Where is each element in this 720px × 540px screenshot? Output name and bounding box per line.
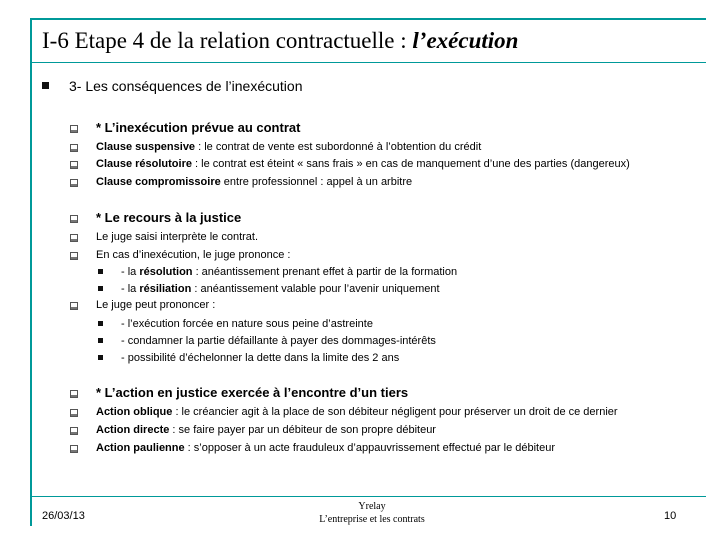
checkbox-bullet-icon <box>70 252 78 260</box>
definition: : anéantissement valable pour l’avenir uniquement <box>191 283 440 295</box>
definition: entre professionnel : appel à un arbitre <box>220 176 413 188</box>
slide-title-emphasis: l’exécution <box>412 28 519 53</box>
footer-rule <box>30 496 706 497</box>
term: résolution <box>139 266 193 278</box>
square-bullet-icon <box>98 269 103 274</box>
frame-left-rule <box>30 18 32 526</box>
block3-item <box>96 405 618 419</box>
page-number: 10 <box>664 510 677 522</box>
checkbox-bullet-icon <box>70 179 78 187</box>
sub-item <box>98 334 436 348</box>
sub-item <box>98 265 457 279</box>
section-heading <box>42 78 303 94</box>
definition: : le contrat est éteint « sans frais » en cas de manquement d’une des parties (dangereux) <box>191 158 630 170</box>
checkbox-bullet-icon <box>70 409 78 417</box>
term: Clause compromissoire <box>96 176 221 188</box>
footer-date: 26/03/13 <box>42 510 85 522</box>
footer-course: L’entreprise et les contrats <box>319 514 425 525</box>
square-bullet-icon <box>98 338 103 343</box>
sub-item <box>98 317 373 331</box>
footer-center <box>300 500 444 526</box>
sub-prefix: - la <box>121 266 140 278</box>
block1-heading: * L’inexécution prévue au contrat <box>96 120 301 135</box>
checkbox-bullet-icon <box>70 215 78 223</box>
checkbox-bullet-icon <box>70 125 78 133</box>
term: Action directe <box>96 424 170 436</box>
block1-item <box>96 175 412 189</box>
block2-line: Le juge peut prononcer : <box>96 299 216 311</box>
checkbox-bullet-icon <box>70 427 78 435</box>
term: Clause résolutoire <box>96 158 192 170</box>
sub-item <box>98 351 399 365</box>
checkbox-bullet-icon <box>70 390 78 398</box>
term: résiliation <box>139 283 192 295</box>
checkbox-bullet-icon <box>70 161 78 169</box>
sub-text: - possibilité d’échelonner la dette dans la limite des 2 ans <box>121 352 400 364</box>
block1-item <box>96 157 630 171</box>
term: Clause suspensive <box>96 141 196 153</box>
definition: : s’opposer à un acte frauduleux d’appauvrissement effectué par le débiteur <box>184 442 555 454</box>
checkbox-bullet-icon <box>70 234 78 242</box>
definition: : le créancier agit à la place de son débiteur négligent pour préserver un droit de ce dernier <box>172 406 618 418</box>
block2-line: En cas d’inexécution, le juge prononce : <box>96 249 291 261</box>
sub-text: - l’exécution forcée en nature sous peine d’astreinte <box>121 318 373 330</box>
block3-item <box>96 423 436 437</box>
checkbox-bullet-icon <box>70 144 78 152</box>
block2-heading: * Le recours à la justice <box>96 210 242 225</box>
block3-heading: * L’action en justice exercée à l’encontre d’un tiers <box>96 385 409 400</box>
square-bullet-icon <box>98 355 103 360</box>
sub-prefix: - la <box>121 283 140 295</box>
square-bullet-icon <box>42 82 49 89</box>
block3-item <box>96 441 555 455</box>
checkbox-bullet-icon <box>70 445 78 453</box>
term: Action paulienne <box>96 442 185 454</box>
square-bullet-icon <box>98 286 103 291</box>
definition: : anéantissement prenant effet à partir de la formation <box>192 266 458 278</box>
section-heading-text: 3- Les conséquences de l’inexécution <box>69 78 303 94</box>
sub-item <box>98 282 440 296</box>
block2-line: Le juge saisi interprète le contrat. <box>96 231 259 243</box>
definition: : le contrat de vente est subordonné à l’obtention du crédit <box>195 141 482 153</box>
sub-text: - condamner la partie défaillante à payer des dommages-intérêts <box>121 335 436 347</box>
slide-title-text: I-6 Etape 4 de la relation contractuelle : <box>42 28 413 53</box>
footer-author: Yrelay <box>358 501 386 512</box>
term: Action oblique <box>96 406 173 418</box>
frame-top-rule <box>30 18 706 20</box>
square-bullet-icon <box>98 321 103 326</box>
definition: : se faire payer par un débiteur de son propre débiteur <box>169 424 436 436</box>
title-underline <box>30 62 706 63</box>
block1-item <box>96 140 481 154</box>
slide-title <box>42 28 518 54</box>
checkbox-bullet-icon <box>70 302 78 310</box>
